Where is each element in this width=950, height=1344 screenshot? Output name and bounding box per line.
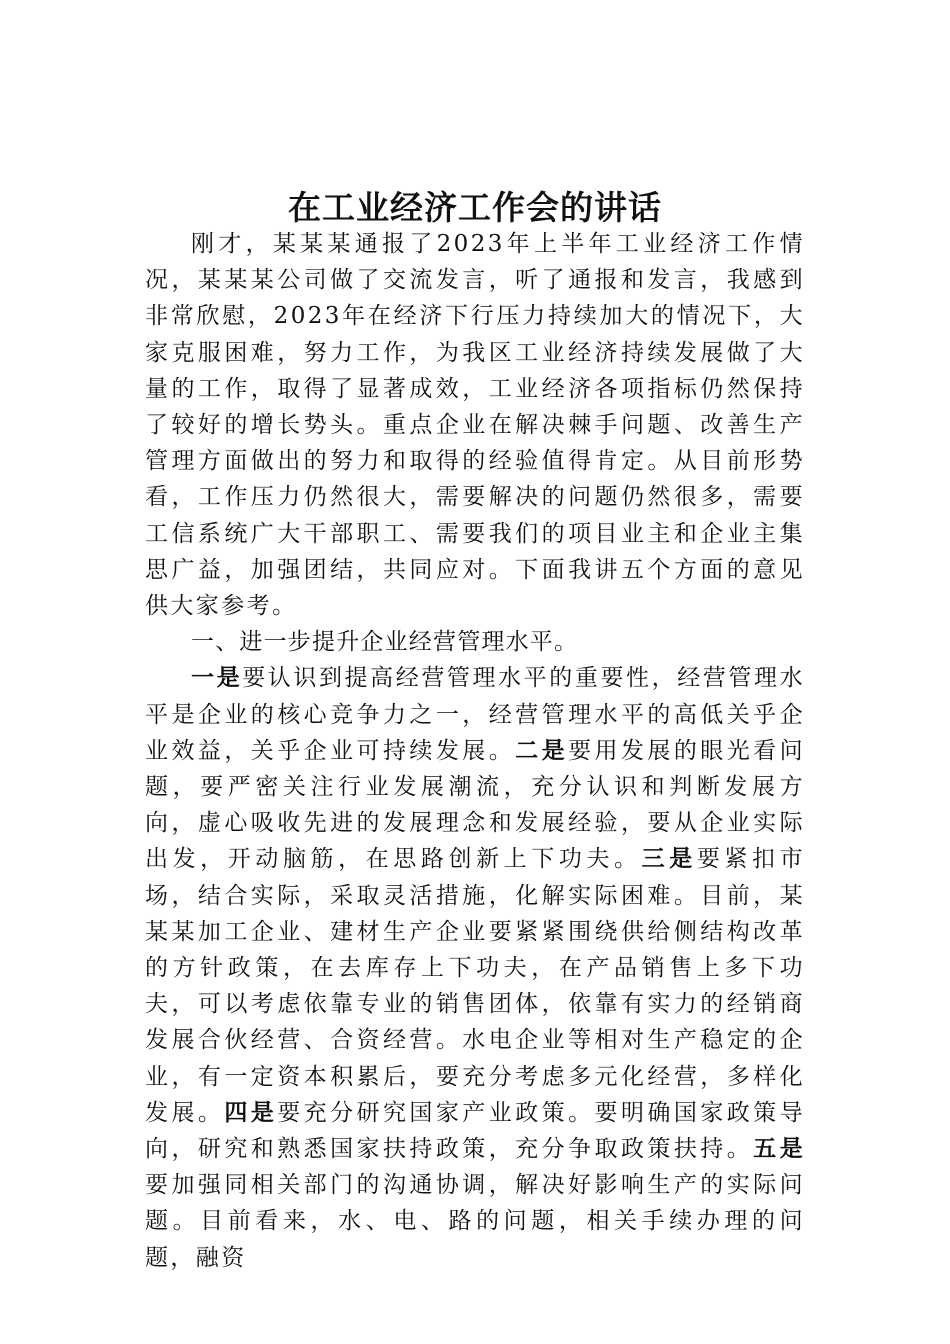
point-text-1: 要认识到提高经营管理水平的重要性，经营管理水平是企业的核心竞争力之一，经营管理水平的高低关乎企业效益，关乎企业可持续发展。: [145, 665, 805, 764]
point-text-2: 要用发展的眼光看问题，要严密关注行业发展潮流，充分认识和判断发展方向，虚心吸收先进的发展理念和发展经验，要从企业实际出发，开动脑筋，在思路创新上下功夫。: [145, 737, 805, 873]
section-heading: 一、进一步提升企业经营管理水平。: [191, 629, 579, 656]
intro-paragraph: 刚才，某某某通报了2023年上半年工业经济工作情况，某某某公司做了交流发言，听了通报和发言，我感到非常欣慰，2023年在经济下行压力持续加大的情况下，大家克服困难，努力工作，为我区工业经济持续发展做了大量的工作，取得了显著成效，工业经济各项指标仍然保持了较好的增长势头。重点企业在解决棘手问题、改善生产管理方面做出的努力和取得的经验值得肯定。从目前形势看，工作压力仍然很大，需要解决的问题仍然很多，需要工信系统广大干部职工、需要我们的项目业主和企业主集思广益，加强团结，共同应对。下面我讲五个方面的意见供大家参考。: [145, 231, 805, 620]
section-paragraph: [145, 660, 805, 1275]
point-lead-5: 五是: [753, 1136, 805, 1163]
point-lead-2: 二是: [515, 737, 569, 764]
point-lead-1: 一是: [191, 665, 243, 692]
point-lead-3: 三是: [641, 846, 697, 873]
point-text-4: 要充分研究国家产业政策。要明确国家政策导向，研究和熟悉国家扶持政策，充分争取政策扶持。: [145, 1099, 805, 1163]
document-title: 在工业经济工作会的讲话: [288, 188, 662, 228]
point-text-3: 要紧扣市场，结合实际，采取灵活措施，化解实际困难。目前，某某某加工企业、建材生产企业要紧紧围绕供给侧结构改革的方针政策，在去库存上下功夫，在产品销售上多下功夫，可以考虑依靠专业的销售团体，依靠有实力的经销商发展合伙经营、合资经营。水电企业等相对生产稳定的企业，有一定资本积累后，要充分考虑多元化经营，多样化发展。: [145, 846, 805, 1126]
point-text-5: 要加强同相关部门的沟通协调，解决好影响生产的实际问题。目前看来，水、电、路的问题，相关手续办理的问题，融资: [145, 1172, 805, 1271]
document-body: [145, 226, 805, 1276]
point-lead-4: 四是: [224, 1099, 278, 1126]
